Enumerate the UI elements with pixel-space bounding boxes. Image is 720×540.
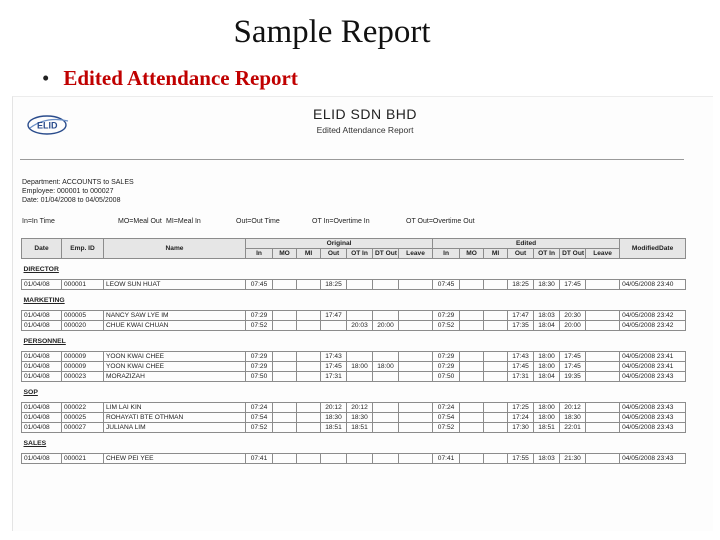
company-name: ELID SDN BHD [312, 106, 418, 122]
department-row [22, 290, 686, 311]
cell-edited: 17:45 [560, 352, 586, 362]
cell-original: 07:29 [246, 352, 273, 362]
cell-original: 18:30 [347, 413, 373, 423]
legend-out: Out=Out Time [236, 218, 280, 225]
cell-edited [586, 362, 620, 372]
slide-title: Sample Report [233, 14, 431, 50]
cell-original [273, 311, 297, 321]
cell-modified-date: 04/05/2008 23:43 [620, 454, 686, 464]
cell-original [273, 280, 297, 290]
legend-ot-out: OT Out=Overtime Out [406, 218, 475, 225]
department-row [22, 433, 686, 454]
legend-ot-in: OT In=Overtime In [312, 218, 370, 225]
cell-date: 01/04/08 [22, 352, 62, 362]
cell-modified-date: 04/05/2008 23:41 [620, 362, 686, 372]
cell-original [399, 352, 433, 362]
cell-edited [586, 280, 620, 290]
cell-edited: 19:35 [560, 372, 586, 382]
cell-date: 01/04/08 [22, 362, 62, 372]
cell-edited [484, 362, 508, 372]
cell-edited [586, 454, 620, 464]
cell-original: 07:41 [246, 454, 273, 464]
cell-edited [484, 352, 508, 362]
cell-edited [484, 372, 508, 382]
col-in: In [246, 249, 273, 259]
cell-original: 17:47 [321, 311, 347, 321]
cell-original [321, 454, 347, 464]
cell-edited [484, 280, 508, 290]
table-row [22, 423, 686, 433]
cell-edited [460, 403, 484, 413]
cell-modified-date: 04/05/2008 23:43 [620, 372, 686, 382]
col-dt-out-edited: DT Out [560, 249, 586, 259]
col-ot-in-edited: OT In [534, 249, 560, 259]
cell-name: JULIANA LIM [104, 423, 246, 433]
cell-original [297, 352, 321, 362]
cell-original [373, 311, 399, 321]
cell-original [273, 372, 297, 382]
cell-original [273, 352, 297, 362]
cell-edited: 17:45 [560, 362, 586, 372]
cell-original [273, 403, 297, 413]
department-row [22, 259, 686, 280]
table-row [22, 311, 686, 321]
cell-emp-id: 000020 [62, 321, 104, 331]
table-row [22, 321, 686, 331]
cell-emp-id: 000001 [62, 280, 104, 290]
legend-mo: MO=Meal Out [118, 218, 162, 225]
cell-original: 18:00 [373, 362, 399, 372]
cell-edited [460, 413, 484, 423]
report-subtitle: Edited Attendance Report [316, 125, 414, 135]
cell-original [373, 413, 399, 423]
cell-emp-id: 000009 [62, 362, 104, 372]
cell-original [399, 311, 433, 321]
cell-original: 20:12 [321, 403, 347, 413]
department-name: PERSONNEL [23, 338, 66, 345]
cell-edited [460, 372, 484, 382]
cell-original: 20:03 [347, 321, 373, 331]
cell-emp-id: 000025 [62, 413, 104, 423]
col-mi: MI [297, 249, 321, 259]
cell-original: 07:52 [246, 321, 273, 331]
cell-edited [460, 352, 484, 362]
cell-emp-id: 000021 [62, 454, 104, 464]
cell-edited: 07:52 [433, 423, 460, 433]
cell-original: 07:24 [246, 403, 273, 413]
col-mo-edited: MO [460, 249, 484, 259]
cell-original [297, 280, 321, 290]
cell-edited: 17:24 [508, 413, 534, 423]
svg-text:ELID: ELID [37, 120, 58, 131]
department-name: DIRECTOR [23, 266, 59, 273]
cell-name: YOON KWAI CHEE [104, 362, 246, 372]
cell-original [399, 413, 433, 423]
col-ot-in: OT In [347, 249, 373, 259]
cell-edited: 07:41 [433, 454, 460, 464]
bullet-dot: • [42, 66, 50, 90]
cell-edited: 18:03 [534, 454, 560, 464]
cell-edited: 17:45 [560, 280, 586, 290]
col-modified-date: ModifiedDate [620, 239, 686, 259]
cell-date: 01/04/08 [22, 423, 62, 433]
col-emp-id: Emp. ID [62, 239, 104, 259]
table-row [22, 454, 686, 464]
cell-original [399, 362, 433, 372]
cell-original [273, 362, 297, 372]
col-out-edited: Out [508, 249, 534, 259]
cell-name: MORAZIZAH [104, 372, 246, 382]
col-out: Out [321, 249, 347, 259]
cell-original [373, 403, 399, 413]
cell-original [347, 372, 373, 382]
cell-edited [484, 403, 508, 413]
meta-department: Department: ACCOUNTS to SALES [22, 179, 134, 186]
cell-edited [484, 413, 508, 423]
cell-modified-date: 04/05/2008 23:43 [620, 413, 686, 423]
cell-original [297, 454, 321, 464]
cell-original [297, 423, 321, 433]
cell-edited: 17:55 [508, 454, 534, 464]
cell-modified-date: 04/05/2008 23:43 [620, 423, 686, 433]
department-name: SOP [23, 389, 38, 396]
cell-original: 20:00 [373, 321, 399, 331]
bullet-item: • Edited Attendance Report [42, 66, 298, 90]
cell-emp-id: 000005 [62, 311, 104, 321]
cell-original [399, 280, 433, 290]
cell-original [297, 372, 321, 382]
col-original: Original [246, 239, 433, 249]
cell-edited [460, 454, 484, 464]
cell-emp-id: 000027 [62, 423, 104, 433]
cell-original: 18:30 [321, 413, 347, 423]
cell-date: 01/04/08 [22, 372, 62, 382]
table-row [22, 403, 686, 413]
department-row [22, 382, 686, 403]
cell-date: 01/04/08 [22, 321, 62, 331]
cell-original [399, 372, 433, 382]
cell-edited: 20:12 [560, 403, 586, 413]
cell-edited [484, 311, 508, 321]
cell-modified-date: 04/05/2008 23:43 [620, 403, 686, 413]
cell-date: 01/04/08 [22, 280, 62, 290]
cell-original [273, 423, 297, 433]
cell-original [347, 280, 373, 290]
cell-original [273, 321, 297, 331]
cell-edited: 17:31 [508, 372, 534, 382]
cell-edited [586, 352, 620, 362]
cell-original [373, 423, 399, 433]
cell-edited [460, 321, 484, 331]
table-row [22, 362, 686, 372]
cell-edited: 20:30 [560, 311, 586, 321]
cell-original [399, 321, 433, 331]
cell-original [373, 352, 399, 362]
cell-original: 07:29 [246, 362, 273, 372]
cell-edited: 18:30 [534, 280, 560, 290]
cell-edited: 07:50 [433, 372, 460, 382]
attendance-table [21, 238, 686, 464]
cell-modified-date: 04/05/2008 23:40 [620, 280, 686, 290]
cell-date: 01/04/08 [22, 311, 62, 321]
cell-original: 18:51 [321, 423, 347, 433]
cell-date: 01/04/08 [22, 454, 62, 464]
cell-original [297, 413, 321, 423]
legend-in: In=In Time [22, 218, 55, 225]
cell-edited: 07:52 [433, 321, 460, 331]
cell-original [347, 352, 373, 362]
cell-original: 20:12 [347, 403, 373, 413]
cell-original [399, 403, 433, 413]
cell-edited: 07:54 [433, 413, 460, 423]
cell-edited: 07:29 [433, 311, 460, 321]
cell-edited: 07:45 [433, 280, 460, 290]
cell-modified-date: 04/05/2008 23:42 [620, 311, 686, 321]
cell-name: CHEW PEI YEE [104, 454, 246, 464]
cell-original [347, 311, 373, 321]
col-leave-edited: Leave [586, 249, 620, 259]
cell-original: 17:43 [321, 352, 347, 362]
cell-edited: 18:03 [534, 311, 560, 321]
cell-edited: 18:30 [560, 413, 586, 423]
col-dt-out: DT Out [373, 249, 399, 259]
cell-name: YOON KWAI CHEE [104, 352, 246, 362]
cell-date: 01/04/08 [22, 413, 62, 423]
table-row [22, 352, 686, 362]
cell-edited [586, 413, 620, 423]
cell-original: 07:50 [246, 372, 273, 382]
department-name: MARKETING [23, 297, 65, 304]
table-row [22, 413, 686, 423]
cell-emp-id: 000009 [62, 352, 104, 362]
cell-original [297, 311, 321, 321]
meta-employee: Employee: 000001 to 000027 [22, 188, 114, 195]
cell-original: 07:54 [246, 413, 273, 423]
cell-edited [484, 423, 508, 433]
cell-edited: 07:29 [433, 352, 460, 362]
cell-original [273, 454, 297, 464]
cell-name: LIM LAI KIN [104, 403, 246, 413]
cell-edited [460, 362, 484, 372]
col-mi-edited: MI [484, 249, 508, 259]
cell-emp-id: 000023 [62, 372, 104, 382]
cell-emp-id: 000022 [62, 403, 104, 413]
cell-edited: 17:25 [508, 403, 534, 413]
cell-original: 18:51 [347, 423, 373, 433]
cell-edited: 21:30 [560, 454, 586, 464]
cell-original [399, 454, 433, 464]
cell-edited: 18:51 [534, 423, 560, 433]
department-name: SALES [23, 440, 47, 447]
cell-edited [460, 311, 484, 321]
cell-edited: 18:04 [534, 321, 560, 331]
cell-edited: 17:47 [508, 311, 534, 321]
company-logo-icon [26, 113, 72, 137]
cell-edited [586, 372, 620, 382]
cell-original [297, 321, 321, 331]
cell-edited [484, 321, 508, 331]
legend-mi: MI=Meal In [166, 218, 201, 225]
cell-modified-date: 04/05/2008 23:41 [620, 352, 686, 362]
cell-edited: 07:29 [433, 362, 460, 372]
cell-edited: 17:43 [508, 352, 534, 362]
cell-edited: 17:45 [508, 362, 534, 372]
cell-original [273, 413, 297, 423]
table-body [22, 259, 686, 464]
cell-original [321, 321, 347, 331]
cell-edited: 20:00 [560, 321, 586, 331]
table-row [22, 372, 686, 382]
cell-edited: 22:01 [560, 423, 586, 433]
table-row [22, 280, 686, 290]
cell-edited: 18:00 [534, 352, 560, 362]
col-in-edited: In [433, 249, 460, 259]
cell-edited [586, 423, 620, 433]
cell-edited: 18:04 [534, 372, 560, 382]
cell-original: 18:00 [347, 362, 373, 372]
col-leave: Leave [399, 249, 433, 259]
cell-edited [484, 454, 508, 464]
col-name: Name [104, 239, 246, 259]
col-date: Date [22, 239, 62, 259]
cell-original: 18:25 [321, 280, 347, 290]
cell-edited: 18:25 [508, 280, 534, 290]
cell-original [347, 454, 373, 464]
cell-original [399, 423, 433, 433]
cell-original [373, 454, 399, 464]
cell-original [297, 403, 321, 413]
cell-edited: 17:35 [508, 321, 534, 331]
cell-name: NANCY SAW LYE IM [104, 311, 246, 321]
cell-original: 17:45 [321, 362, 347, 372]
cell-edited [586, 321, 620, 331]
cell-edited: 17:30 [508, 423, 534, 433]
cell-original [297, 362, 321, 372]
cell-name: LEOW SUN HUAT [104, 280, 246, 290]
cell-modified-date: 04/05/2008 23:42 [620, 321, 686, 331]
cell-edited: 18:00 [534, 403, 560, 413]
meta-date: Date: 01/04/2008 to 04/05/2008 [22, 197, 121, 204]
cell-original: 07:29 [246, 311, 273, 321]
table-header-row [22, 239, 686, 249]
divider [20, 159, 684, 160]
cell-edited: 07:24 [433, 403, 460, 413]
col-mo: MO [273, 249, 297, 259]
cell-original [373, 372, 399, 382]
col-edited: Edited [433, 239, 620, 249]
cell-date: 01/04/08 [22, 403, 62, 413]
cell-edited: 18:00 [534, 362, 560, 372]
cell-original: 17:31 [321, 372, 347, 382]
cell-original: 07:45 [246, 280, 273, 290]
cell-name: CHUE KWAI CHUAN [104, 321, 246, 331]
cell-edited [460, 280, 484, 290]
cell-name: ROHAYATI BTE OTHMAN [104, 413, 246, 423]
cell-edited [586, 403, 620, 413]
cell-edited [460, 423, 484, 433]
cell-edited: 18:00 [534, 413, 560, 423]
department-row [22, 331, 686, 352]
cell-original [373, 280, 399, 290]
cell-edited [586, 311, 620, 321]
cell-original: 07:52 [246, 423, 273, 433]
